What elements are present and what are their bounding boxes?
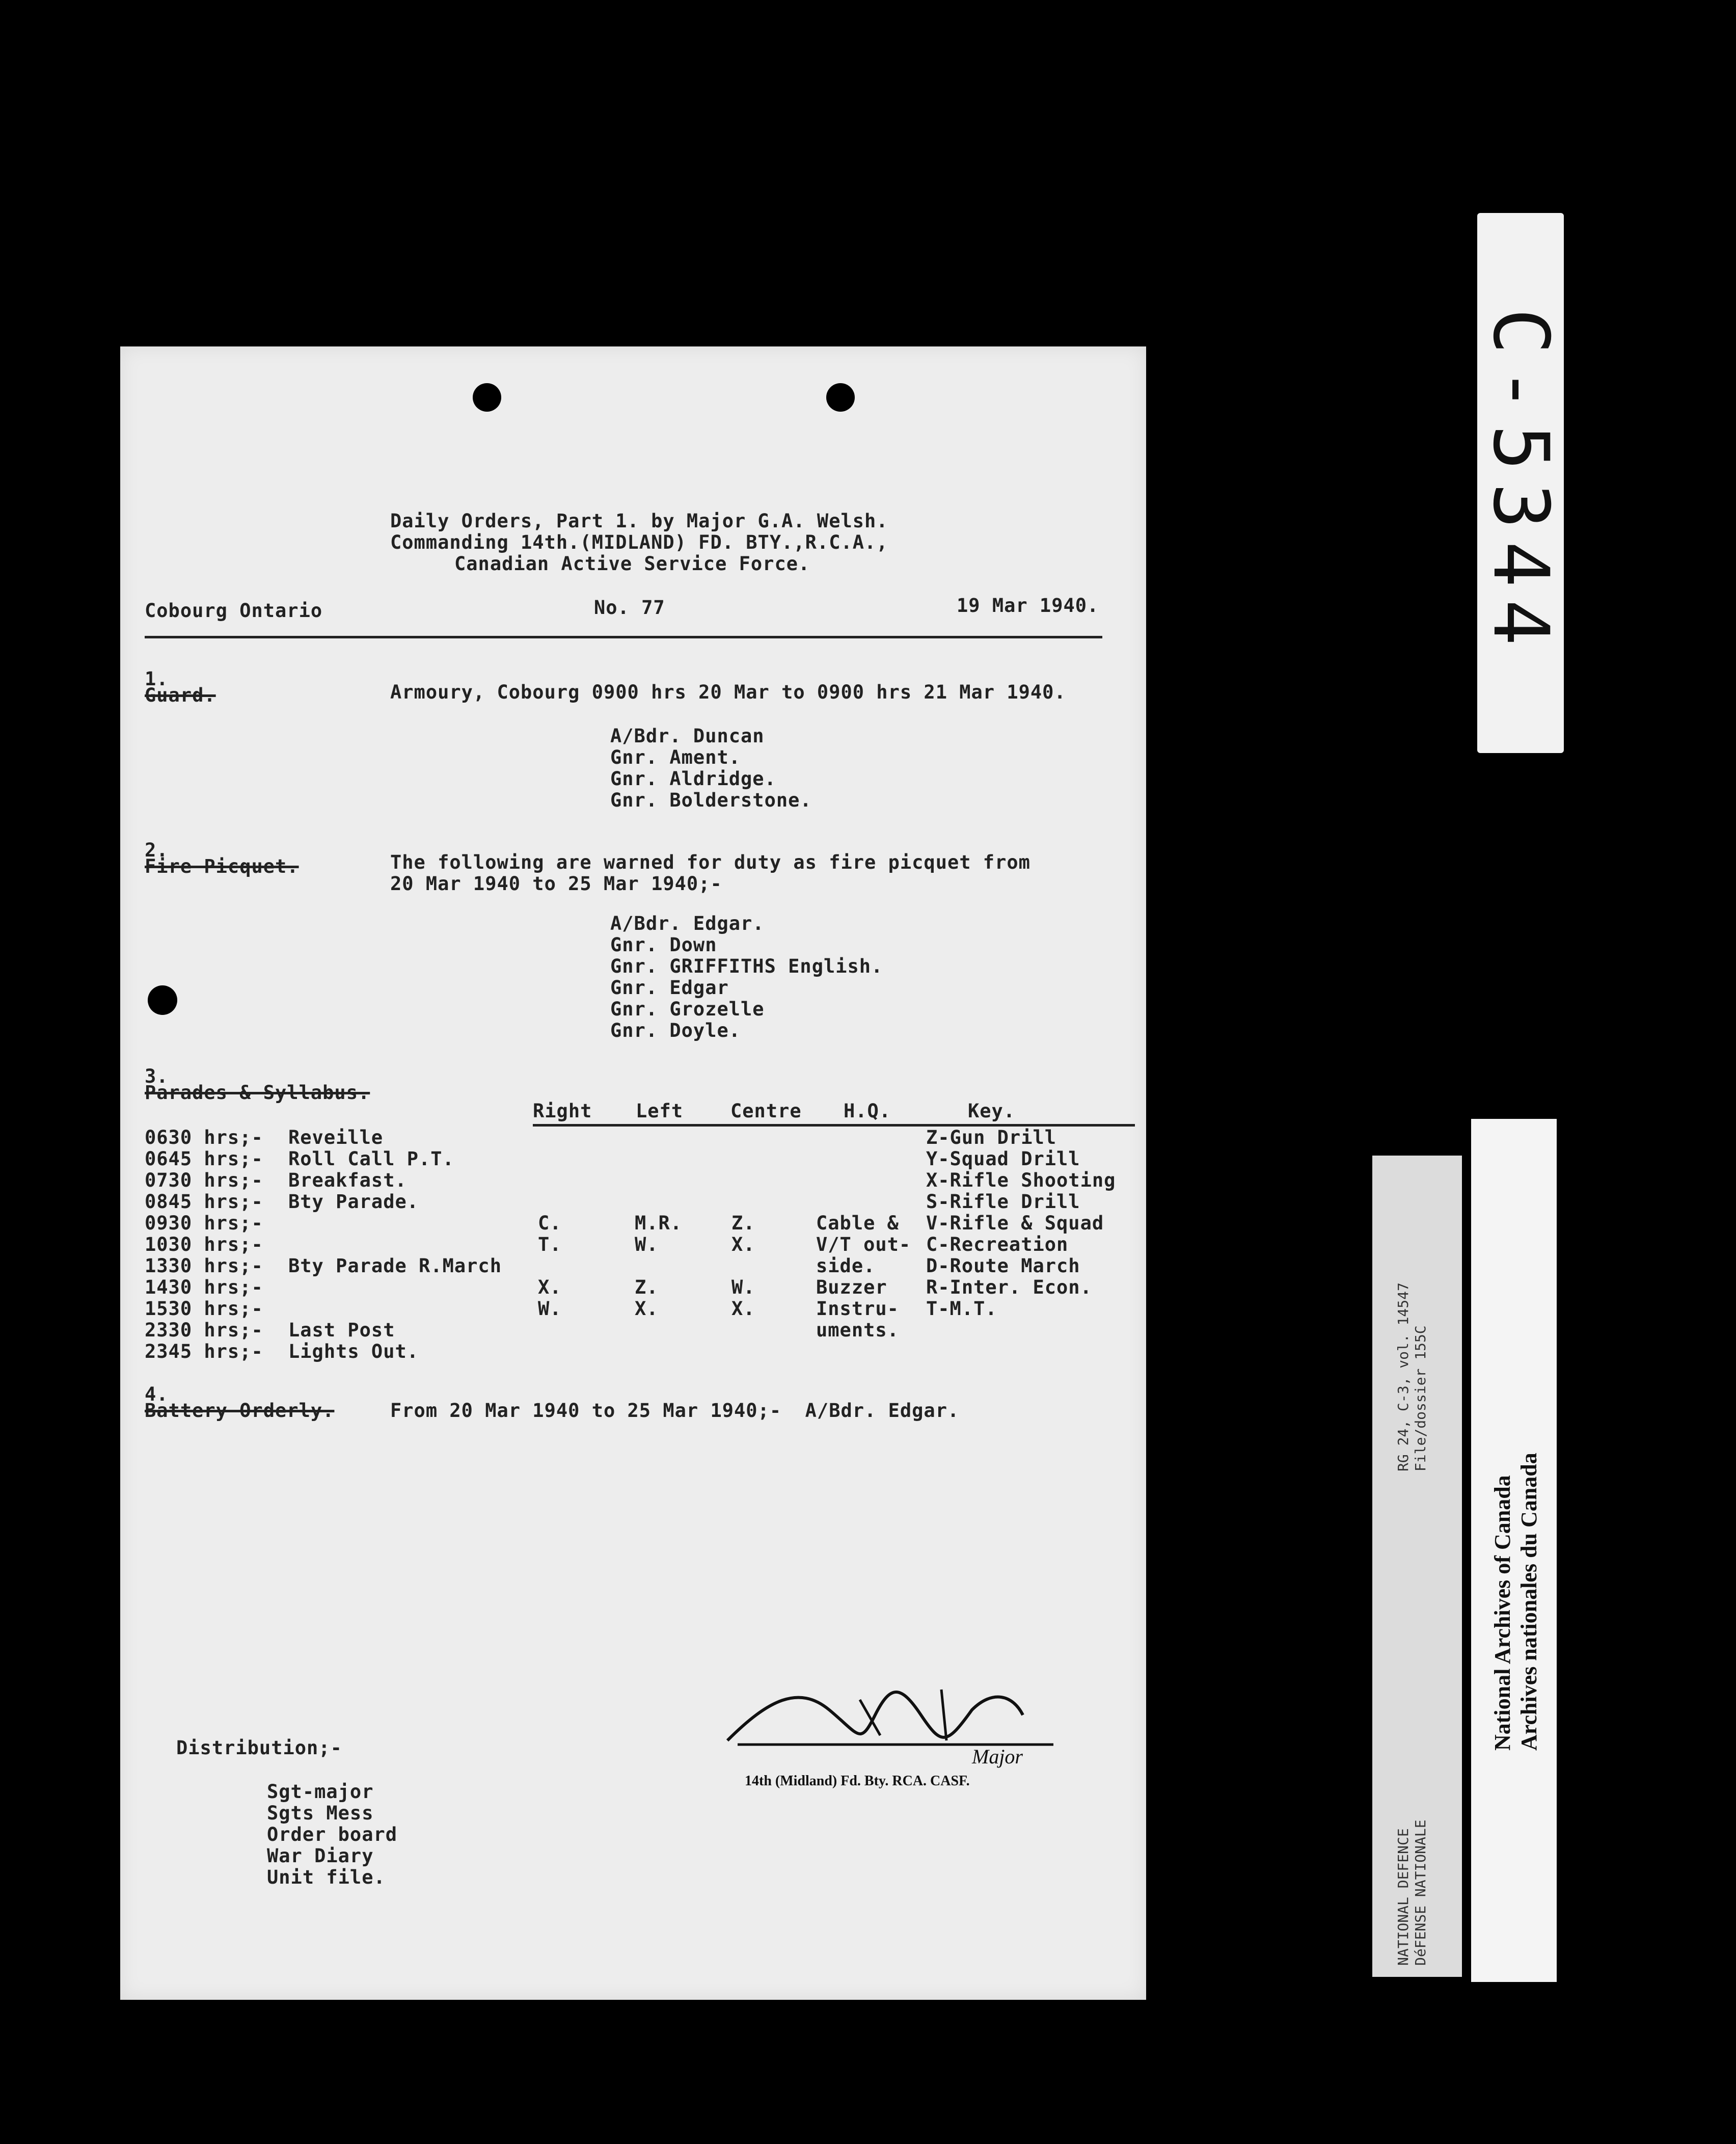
left-cell: Z.	[635, 1276, 659, 1298]
order-number: No. 77	[594, 597, 665, 619]
centre-cell: Z.	[731, 1212, 755, 1234]
hq-cell: V/T out-	[816, 1234, 911, 1255]
header-line-1: Daily Orders, Part 1. by Major G.A. Welsh.	[390, 510, 888, 532]
distribution-item: Unit file.	[267, 1866, 386, 1888]
activity: Roll Call P.T.	[288, 1148, 454, 1170]
section-1-title: Guard.	[145, 684, 216, 706]
time: 0730 hrs;-	[145, 1169, 263, 1191]
department-fr: DéFENSE NATIONALE	[1412, 1819, 1429, 1966]
section-4-title: Battery Orderly.	[145, 1400, 335, 1422]
section-4-text: From 20 Mar 1940 to 25 Mar 1940;- A/Bdr. Edgar.	[390, 1400, 960, 1422]
punch-hole-left	[473, 383, 501, 412]
guard-name: Gnr. Ament.	[610, 746, 741, 768]
column-header-hq: H.Q.	[844, 1100, 891, 1122]
left-cell: W.	[635, 1234, 659, 1255]
key-item: C-Recreation	[926, 1234, 1069, 1255]
time: 0930 hrs;-	[145, 1212, 263, 1234]
ink-blot	[148, 985, 177, 1015]
archive-reference-card	[1372, 1156, 1462, 1977]
time: 2330 hrs;-	[145, 1319, 263, 1341]
column-header-key: Key.	[968, 1100, 1016, 1122]
section-3-number: 3.	[145, 1065, 169, 1087]
signature-rank: Major	[972, 1745, 1023, 1768]
archive-reference	[1395, 1282, 1429, 1471]
document-page	[120, 346, 1146, 2000]
distribution-item: War Diary	[267, 1845, 374, 1867]
distribution-title: Distribution;-	[176, 1737, 342, 1759]
header-line-3: Canadian Active Service Force.	[454, 553, 810, 575]
left-cell: M.R.	[635, 1212, 683, 1234]
key-item: Y-Squad Drill	[926, 1148, 1080, 1170]
centre-cell: W.	[731, 1276, 755, 1298]
section-2-number: 2.	[145, 839, 169, 861]
location: Cobourg Ontario	[145, 600, 323, 622]
picquet-name: Gnr. Edgar	[610, 977, 729, 999]
centre-cell: X.	[731, 1298, 755, 1320]
distribution-item: Sgts Mess	[267, 1802, 374, 1824]
column-header-left: Left	[636, 1100, 684, 1122]
activity: Bty Parade R.March	[288, 1255, 502, 1277]
reel-number-label	[1477, 213, 1564, 753]
header-rule	[145, 636, 1102, 638]
order-date: 19 Mar 1940.	[957, 595, 1099, 617]
right-cell: T.	[538, 1234, 562, 1255]
activity: Lights Out.	[288, 1341, 419, 1362]
activity: Breakfast.	[288, 1169, 407, 1191]
key-item: V-Rifle & Squad	[926, 1212, 1104, 1234]
key-item: D-Route March	[926, 1255, 1080, 1277]
centre-cell: X.	[731, 1234, 755, 1255]
section-3-title: Parades & Syllabus.	[145, 1082, 370, 1104]
key-item: R-Inter. Econ.	[926, 1276, 1092, 1298]
column-header-right: Right	[533, 1100, 592, 1122]
key-item: T-M.T.	[926, 1298, 997, 1320]
section-2-text-1: The following are warned for duty as fire picquet from	[390, 851, 1030, 873]
time: 0630 hrs;-	[145, 1127, 263, 1148]
section-2-text-2: 20 Mar 1940 to 25 Mar 1940;-	[390, 873, 722, 895]
picquet-name: Gnr. GRIFFITHS English.	[610, 955, 883, 977]
hq-cell: Instru-	[816, 1298, 899, 1320]
picquet-name: Gnr. Grozelle	[610, 998, 765, 1020]
picquet-name: Gnr. Doyle.	[610, 1020, 741, 1041]
activity: Reveille	[288, 1127, 384, 1148]
right-cell: X.	[538, 1276, 562, 1298]
signature-unit: 14th (Midland) Fd. Bty. RCA. CASF.	[745, 1773, 970, 1789]
distribution-item: Sgt-major	[267, 1781, 374, 1803]
picquet-name: Gnr. Down	[610, 934, 717, 956]
section-2-title: Fire Picquet.	[145, 855, 299, 877]
archive-name-en: National Archives of Canada	[1490, 1475, 1515, 1751]
time: 1330 hrs;-	[145, 1255, 263, 1277]
time: 1430 hrs;-	[145, 1276, 263, 1298]
reference-line-1: RG 24, C-3, vol. 14547	[1395, 1282, 1412, 1471]
reference-line-2: File/dossier 155C	[1412, 1325, 1429, 1471]
hq-cell: Cable &	[816, 1212, 899, 1234]
handwritten-signature	[707, 1679, 1094, 1756]
archive-name-card	[1471, 1119, 1557, 1982]
key-item: X-Rifle Shooting	[926, 1169, 1116, 1191]
picquet-name: A/Bdr. Edgar.	[610, 913, 765, 934]
reel-number: C-5344	[1476, 308, 1565, 658]
time: 1530 hrs;-	[145, 1298, 263, 1320]
key-item: S-Rifle Drill	[926, 1191, 1080, 1213]
section-1-number: 1.	[145, 668, 169, 690]
left-cell: X.	[635, 1298, 659, 1320]
time: 1030 hrs;-	[145, 1234, 263, 1255]
activity: Last Post	[288, 1319, 395, 1341]
section-1-text: Armoury, Cobourg 0900 hrs 20 Mar to 0900 hrs 21 Mar 1940.	[390, 681, 1066, 703]
distribution-item: Order board	[267, 1824, 398, 1845]
right-cell: C.	[538, 1212, 562, 1234]
column-header-centre: Centre	[730, 1100, 802, 1122]
guard-name: A/Bdr. Duncan	[610, 725, 765, 747]
punch-hole-right	[826, 383, 855, 412]
time: 2345 hrs;-	[145, 1341, 263, 1362]
guard-name: Gnr. Bolderstone.	[610, 789, 812, 811]
hq-cell: Buzzer	[816, 1276, 887, 1298]
department-en: NATIONAL DEFENCE	[1395, 1828, 1412, 1966]
department-label	[1395, 1819, 1429, 1966]
key-item: Z-Gun Drill	[926, 1127, 1057, 1148]
time: 0645 hrs;-	[145, 1148, 263, 1170]
archive-name	[1489, 1453, 1542, 1751]
hq-cell: side.	[816, 1255, 876, 1277]
section-4-number: 4.	[145, 1383, 169, 1405]
time: 0845 hrs;-	[145, 1191, 263, 1213]
hq-cell: uments.	[816, 1319, 899, 1341]
archive-name-fr: Archives nationales du Canada	[1516, 1453, 1541, 1751]
header-line-2: Commanding 14th.(MIDLAND) FD. BTY.,R.C.A.,	[390, 531, 888, 553]
right-cell: W.	[538, 1298, 562, 1320]
guard-name: Gnr. Aldridge.	[610, 768, 776, 790]
activity: Bty Parade.	[288, 1191, 419, 1213]
